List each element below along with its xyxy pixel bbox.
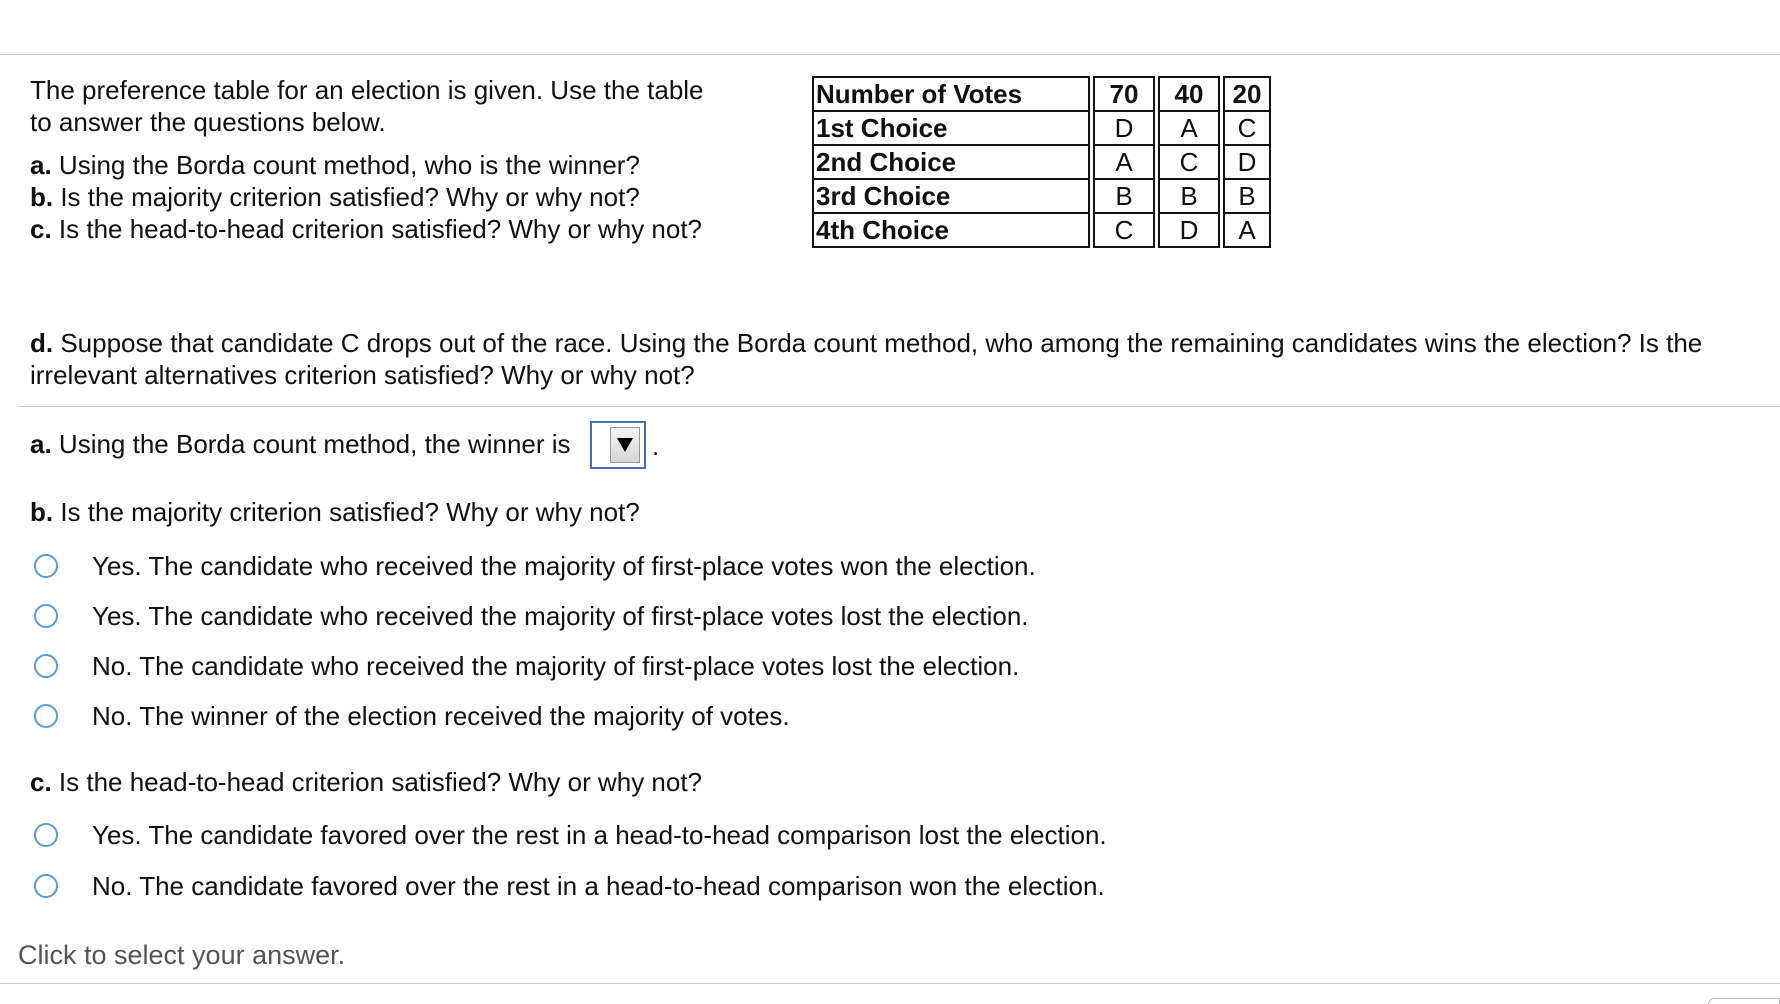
dropdown-arrow-icon[interactable] (610, 427, 640, 463)
answer-c-question (30, 766, 702, 798)
table-cell: D (1159, 213, 1219, 247)
table-header-row (813, 77, 1270, 111)
votes-20: 20 (1224, 77, 1270, 111)
corner-button[interactable] (1708, 998, 1780, 1004)
question-d-line-1 (30, 327, 1702, 359)
intro-question-a (30, 149, 640, 181)
bottom-divider (0, 983, 1780, 984)
table-cell: C (1094, 213, 1154, 247)
answer-b-prefix: b. (30, 497, 54, 527)
question-divider (18, 406, 1780, 407)
option-c-2-label[interactable]: No. The candidate favored over the rest in a head-to-head comparison won the election. (92, 871, 1105, 901)
radio-b-option-2[interactable] (34, 604, 58, 628)
table-cell: D (1224, 145, 1270, 179)
intro-line-2: to answer the questions below. (30, 107, 386, 137)
question-c-prefix: c. (30, 214, 52, 244)
option-b-1-label[interactable]: Yes. The candidate who received the majority of first-place votes won the election. (92, 551, 1036, 581)
table-cell: B (1094, 179, 1154, 213)
question-a-prefix: a. (30, 150, 52, 180)
question-b-prefix: b. (30, 182, 54, 212)
question-d-text: Suppose that candidate C drops out of the race. Using the Borda count method, who among the remaining candidates wins the election? Is the (53, 328, 1703, 358)
answer-a-suffix: . (652, 431, 660, 461)
option-c-1-label[interactable]: Yes. The candidate favored over the rest in a head-to-head comparison lost the election. (92, 820, 1107, 850)
row-label: 4th Choice (813, 213, 1089, 247)
table-cell: A (1159, 111, 1219, 145)
table-cell: A (1094, 145, 1154, 179)
row-label: 1st Choice (813, 111, 1089, 145)
votes-70: 70 (1094, 77, 1154, 111)
answer-a-line (30, 428, 571, 460)
table-row (813, 213, 1270, 247)
question-d-line-2: irrelevant alternatives criterion satisfied? Why or why not? (30, 360, 695, 390)
intro-question-b (30, 181, 640, 213)
answer-a-prefix: a. (30, 429, 52, 459)
table-cell: B (1159, 179, 1219, 213)
table-row (813, 111, 1270, 145)
option-b-2-label[interactable]: Yes. The candidate who received the majority of first-place votes lost the election. (92, 601, 1029, 631)
answer-a-text: Using the Borda count method, the winner is (51, 429, 571, 459)
radio-c-option-2[interactable] (34, 874, 58, 898)
table-cell: A (1224, 213, 1270, 247)
option-b-3-label[interactable]: No. The candidate who received the majority of first-place votes lost the election. (92, 651, 1020, 681)
option-b-4-label[interactable]: No. The winner of the election received the majority of votes. (92, 701, 790, 731)
question-a-text: Using the Borda count method, who is the winner? (51, 150, 640, 180)
votes-40: 40 (1159, 77, 1219, 111)
radio-b-option-1[interactable] (34, 554, 58, 578)
radio-b-option-3[interactable] (34, 654, 58, 678)
preference-table (812, 76, 1271, 248)
table-cell: D (1094, 111, 1154, 145)
answer-c-prefix: c. (30, 767, 52, 797)
answer-c-text: Is the head-to-head criterion satisfied? Why or why not? (51, 767, 703, 797)
table-header-label: Number of Votes (813, 77, 1089, 111)
intro-line-1: The preference table for an election is given. Use the table (30, 75, 704, 105)
answer-b-question (30, 496, 640, 528)
question-b-text: Is the majority criterion satisfied? Why or why not? (53, 182, 640, 212)
table-cell: C (1224, 111, 1270, 145)
row-label: 3rd Choice (813, 179, 1089, 213)
question-c-text: Is the head-to-head criterion satisfied? Why or why not? (51, 214, 703, 244)
winner-dropdown[interactable] (590, 421, 646, 469)
intro-question-c (30, 213, 702, 245)
click-to-select-hint: Click to select your answer. (18, 940, 346, 970)
question-d-prefix: d. (30, 328, 54, 358)
row-label: 2nd Choice (813, 145, 1089, 179)
radio-b-option-4[interactable] (34, 704, 58, 728)
table-cell: C (1159, 145, 1219, 179)
top-divider (0, 54, 1780, 55)
table-row (813, 179, 1270, 213)
answer-b-text: Is the majority criterion satisfied? Why or why not? (53, 497, 640, 527)
table-cell: B (1224, 179, 1270, 213)
table-row (813, 145, 1270, 179)
radio-c-option-1[interactable] (34, 823, 58, 847)
